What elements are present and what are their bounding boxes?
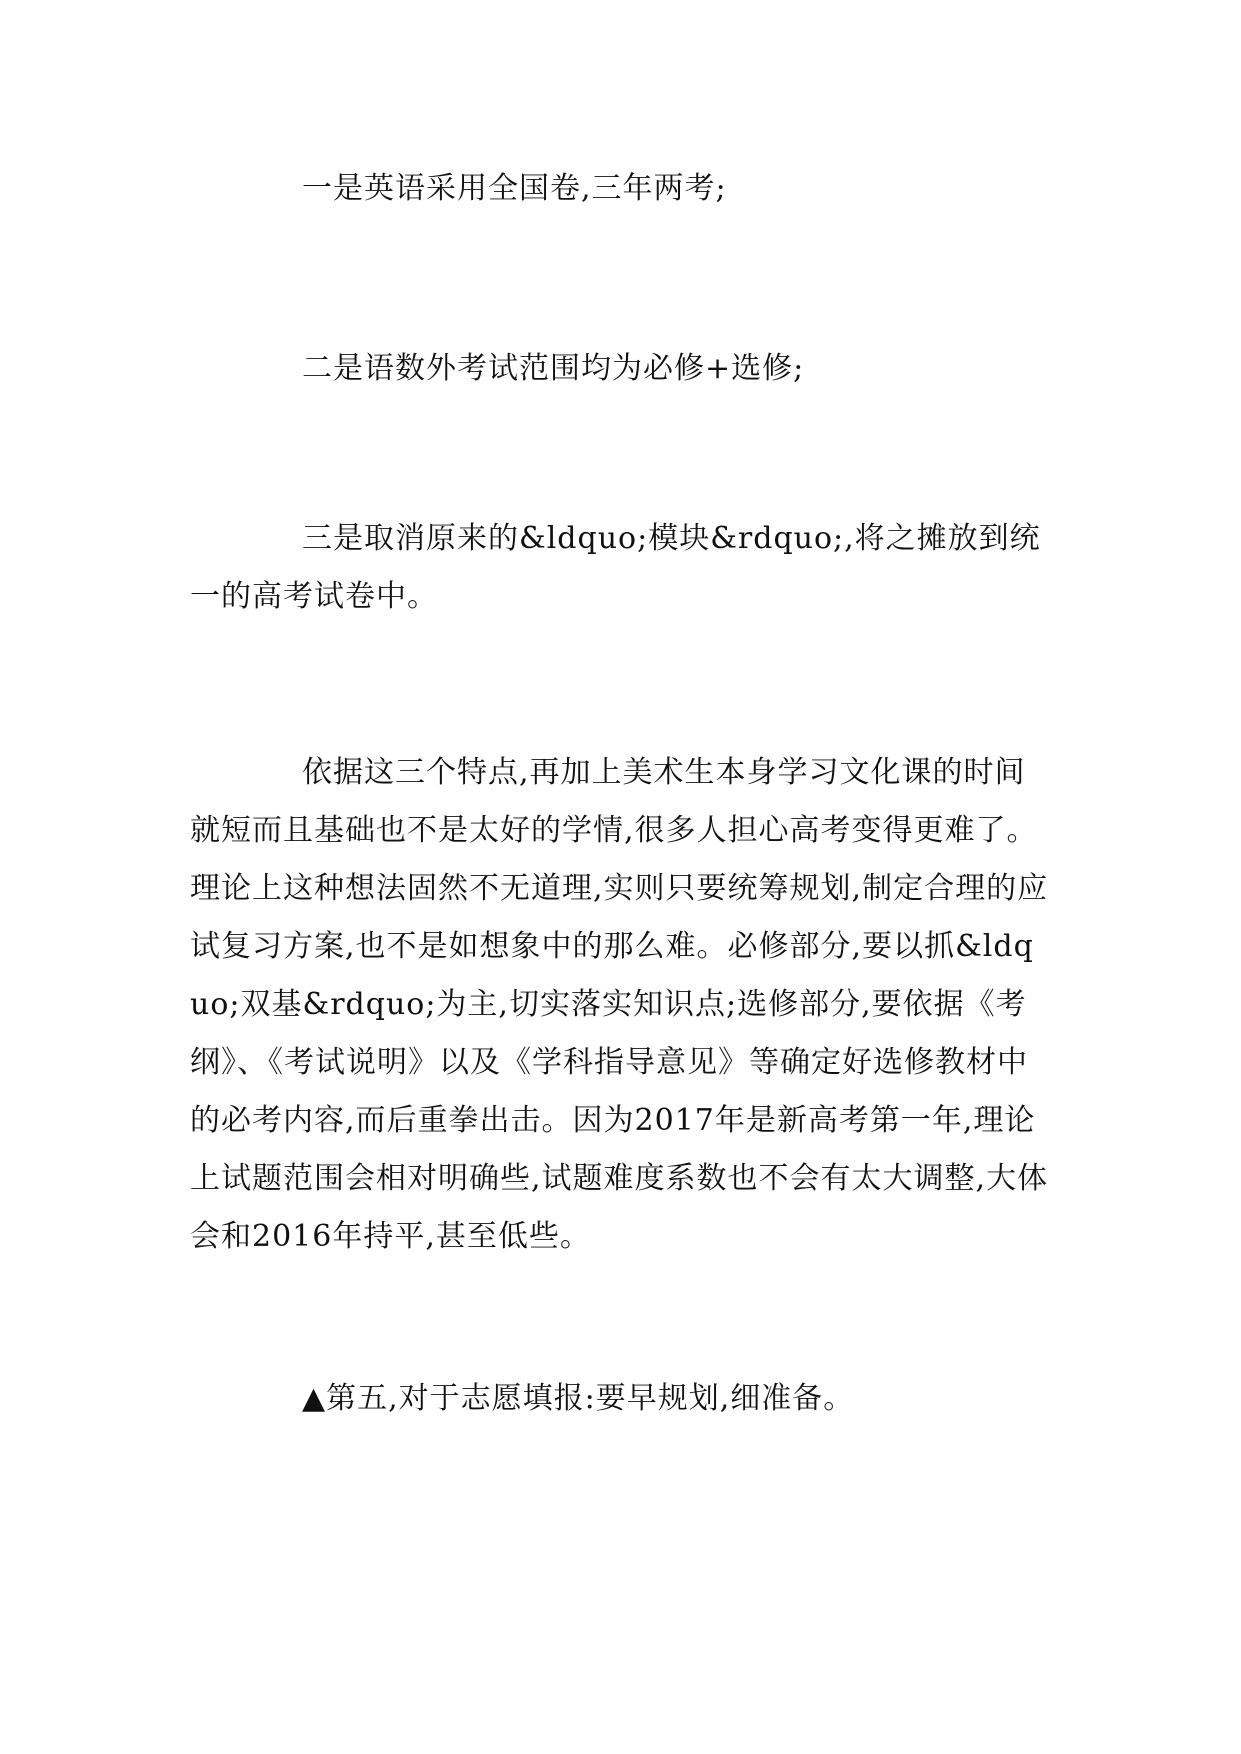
paragraph-section-five-heading: ▲第五,对于志愿填报:要早规划,细准备。 (302, 1381, 855, 1416)
paragraph-cancel-modules: 三是取消原来的&ldquo;模块&rdquo;,将之摊放到统一的高考试卷中。 (190, 521, 1041, 614)
paragraph-english-exam: 一是英语采用全国卷,三年两考; (302, 171, 727, 206)
paragraph-exam-scope: 二是语数外考试范围均为必修+选修; (302, 351, 805, 386)
paragraph-study-advice: 依据这三个特点,再加上美术生本身学习文化课的时间就短而且基础也不是太好的学情,很多人担心高考变得更难了。理论上这种想法固然不无道理,实则只要统筹规划,制定合理的应试复习方案,也不是如想象中的那么难。必修部分,要以抓&ldquo;双基&rdquo;为主,切实落实知识点;选修部分,要依据《考纲》、《考试说明》以及《学科指导意见》等确定好选修教材中的必考内容,而后重拳出击。因为2017年是新高考第一年,理论上试题范围会相对明确些,试题难度系数也不会有太大调整,大体会和2016年持平,甚至低些。 (190, 755, 1049, 1254)
